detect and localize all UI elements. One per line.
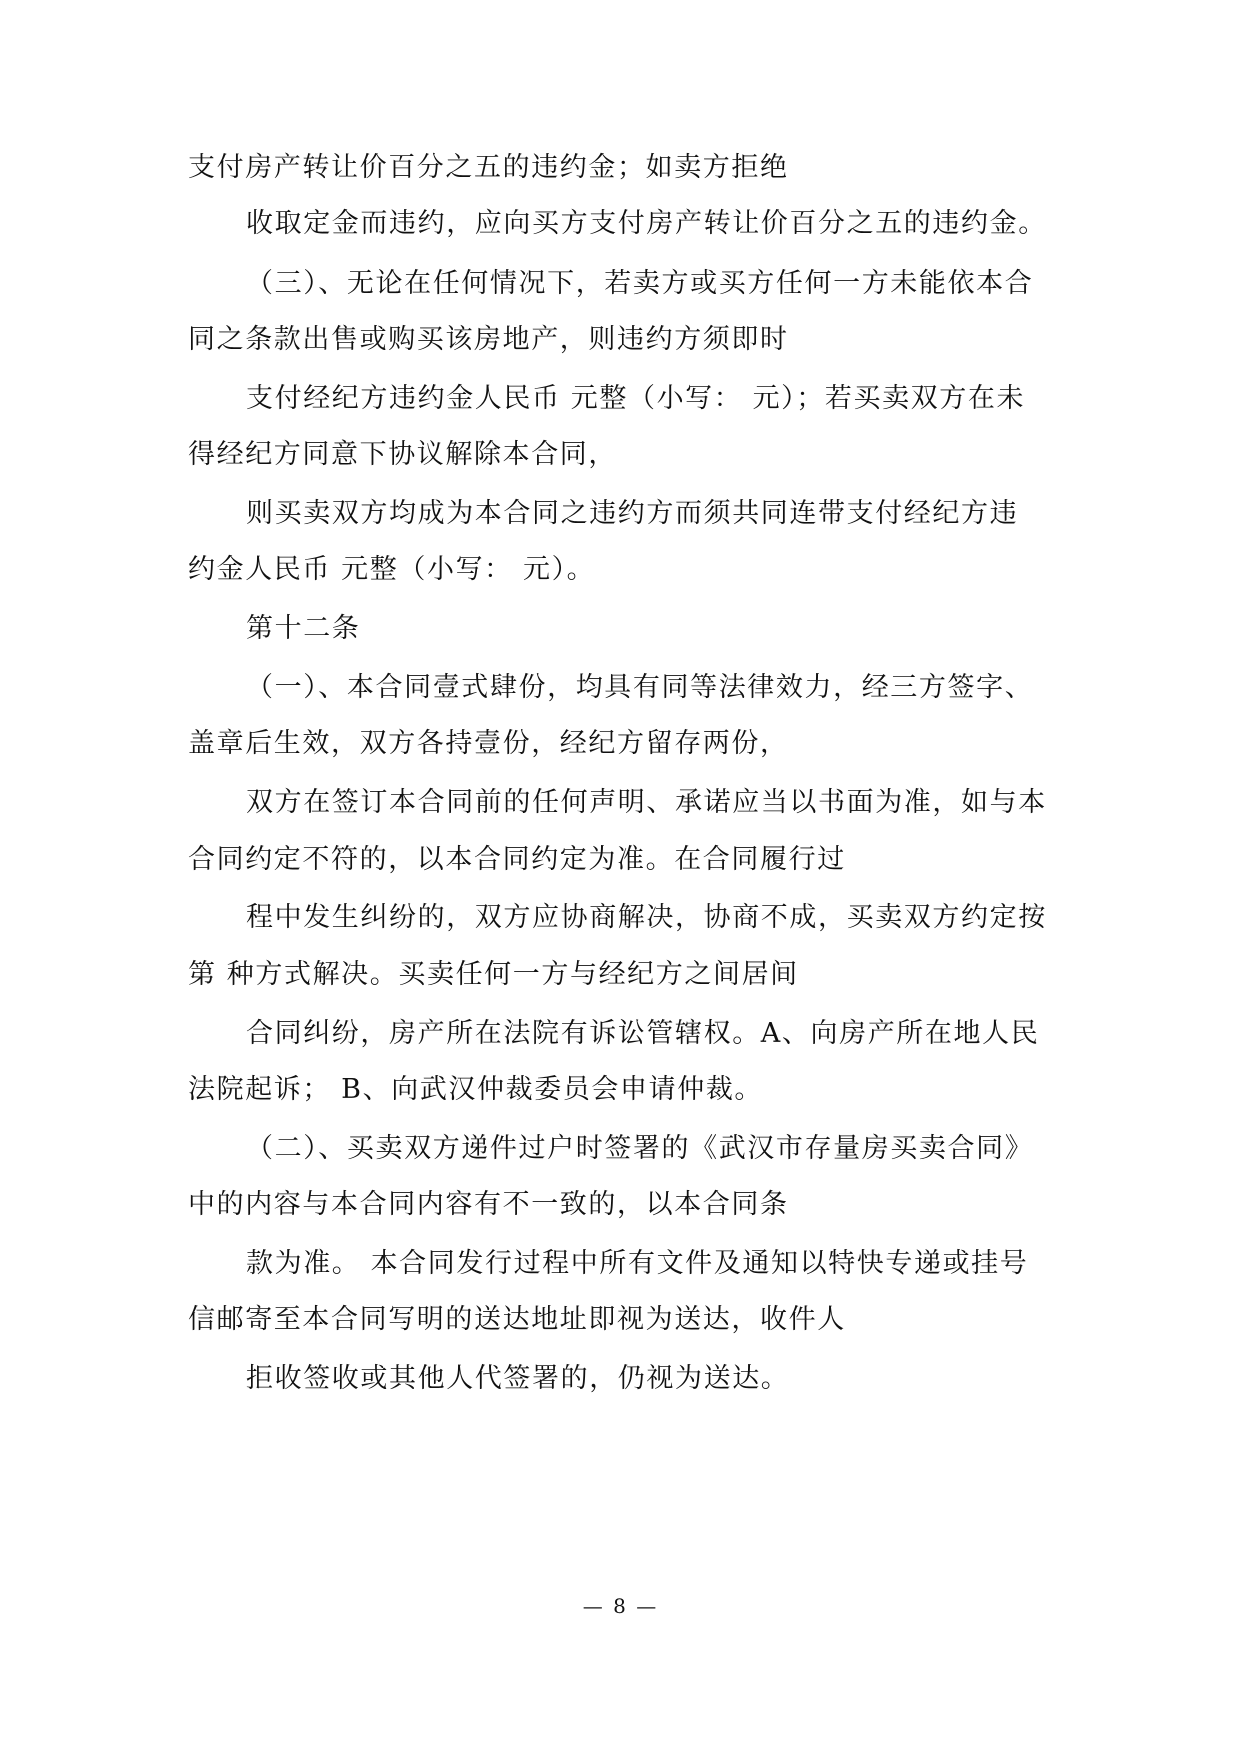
- text-line: 得经纪方同意下协议解除本合同，: [188, 439, 617, 470]
- text-line: 第 种方式解决。买卖任何一方与经纪方之间居间: [188, 959, 799, 990]
- text-line: 双方在签订本合同前的任何声明、承诺应当以书面为准，如与本: [246, 787, 1047, 818]
- text-line: 则买卖双方均成为本合同之违约方而须共同连带支付经纪方违: [246, 498, 1019, 529]
- text-line: 信邮寄至本合同写明的送达地址即视为送达，收件人: [188, 1304, 846, 1335]
- text-line: 合同约定不符的，以本合同约定为准。在合同履行过: [188, 844, 846, 875]
- text-line: 支付经纪方违约金人民币 元整（小写： 元）；若买卖双方在未: [246, 383, 1026, 414]
- text-line: 法院起诉； B、向武汉仲裁委员会申请仲裁。: [188, 1074, 764, 1105]
- text-line: 约金人民币 元整（小写： 元）。: [188, 554, 596, 585]
- text-line: （三）、无论在任何情况下，若卖方或买方任何一方未能依本合: [246, 268, 1034, 299]
- page-number: — 8 —: [582, 1594, 659, 1618]
- text-line: 款为准。 本合同发行过程中所有文件及通知以特快专递或挂号: [246, 1248, 1029, 1279]
- text-line: 收取定金而违约，应向买方支付房产转让价百分之五的违约金。: [246, 208, 1047, 239]
- text-line: （二）、买卖双方递件过户时签署的《武汉市存量房买卖合同》: [246, 1133, 1034, 1164]
- text-line: 中的内容与本合同内容有不一致的，以本合同条: [188, 1189, 789, 1220]
- text-line: 拒收签收或其他人代签署的，仍视为送达。: [246, 1363, 790, 1394]
- text-line: 支付房产转让价百分之五的违约金；如卖方拒绝: [188, 152, 789, 183]
- text-line: （一）、本合同壹式肆份，均具有同等法律效力，经三方签字、: [246, 672, 1034, 703]
- text-line: 同之条款出售或购买该房地产，则违约方须即时: [188, 324, 789, 355]
- article-heading: 第十二条: [246, 613, 361, 644]
- text-line: 程中发生纠纷的，双方应协商解决，协商不成，买卖双方约定按: [246, 902, 1047, 933]
- text-line: 合同纠纷，房产所在法院有诉讼管辖权。A、向房产所在地人民: [246, 1018, 1040, 1049]
- text-line: 盖章后生效，双方各持壹份，经纪方留存两份，: [188, 728, 789, 759]
